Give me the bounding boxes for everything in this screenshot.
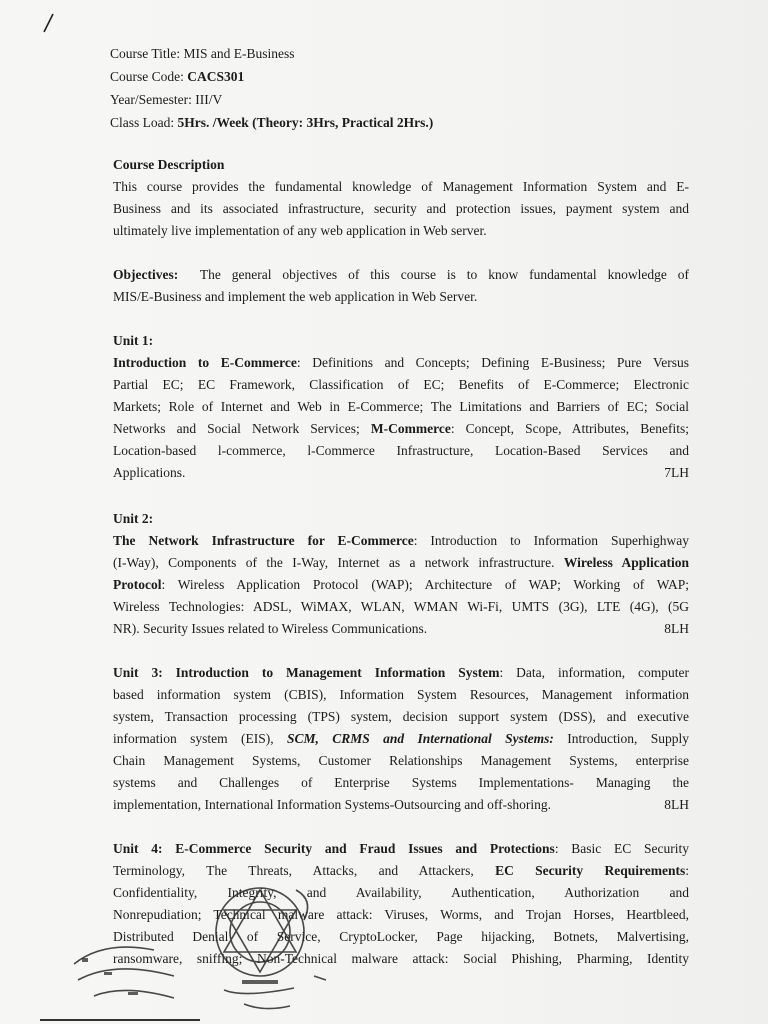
course-title-line: Course Title: MIS and E-Business	[110, 46, 295, 61]
unit-4-line: Distributed Denial of Service, CryptoLocker, Page hijacking, Botnets, Malvertising,	[113, 929, 689, 944]
unit-4-line: ransomware, sniffing; Non-Technical malware attack: Social Phishing, Pharming, Identity	[113, 951, 689, 966]
bottom-rule	[40, 1019, 200, 1021]
unit-2-line: NR). Security Issues related to Wireless Communications. 8LH	[113, 618, 689, 640]
unit-4-line: Unit 4: E-Commerce Security and Fraud Issues and Protections: Basic EC Security	[113, 841, 689, 856]
description-line: Business and its associated infrastructure, security and protection issues, payment system and	[113, 201, 689, 216]
unit-2	[113, 508, 689, 640]
unit-3-line: Chain Management Systems, Customer Relationships Management Systems, enterprise	[113, 753, 689, 768]
unit-1-label: Unit 1:	[113, 333, 154, 348]
unit-2-hours: 8LH	[664, 621, 689, 636]
unit-4-title: Unit 4: E-Commerce Security and Fraud Issues and Protections	[113, 841, 555, 856]
unit-3-line: information system (EIS), SCM, CRMS and International Systems: Introduction, Supply	[113, 731, 689, 746]
unit-1-title: Introduction to E-Commerce	[113, 355, 297, 370]
unit-2-line: Protocol: Wireless Application Protocol (WAP); Architecture of WAP; Working of WAP;	[113, 577, 689, 592]
description-line: ultimately live implementation of any web application in Web server.	[113, 223, 487, 238]
objectives-line: Objectives: The general objectives of this course is to know fundamental knowledge of	[113, 267, 689, 282]
unit-4-line: Confidentiality, Integrity, and Availability, Authentication, Authorization and	[113, 885, 689, 900]
unit-3-line: systems and Challenges of Enterprise Systems Implementations- Managing the	[113, 775, 689, 790]
unit-1-line: Applications. 7LH	[113, 462, 689, 484]
objectives	[113, 264, 689, 308]
official-stamp-icon	[64, 880, 364, 1024]
unit-2-label: Unit 2:	[113, 511, 154, 526]
objectives-heading: Objectives:	[113, 267, 179, 282]
unit-1	[113, 330, 689, 484]
unit-1-line: Location-based l-commerce, l-Commerce Infrastructure, Location-Based Services and	[113, 443, 689, 458]
unit-3-line: based information system (CBIS), Information System Resources, Management information	[113, 687, 689, 702]
unit-2-title: The Network Infrastructure for E-Commerce	[113, 533, 414, 548]
unit-3-line: implementation, International Information Systems-Outsourcing and off-shoring. 8LH	[113, 794, 689, 816]
year-semester-line: Year/Semester: III/V	[110, 92, 223, 107]
class-load-line: Class Load: 5Hrs. /Week (Theory: 3Hrs, Practical 2Hrs.)	[110, 115, 434, 130]
unit-3-hours: 8LH	[664, 797, 689, 812]
unit-2-line: The Network Infrastructure for E-Commerce: Introduction to Information Superhighway	[113, 533, 689, 548]
unit-3-title: Unit 3: Introduction to Management Information System	[113, 665, 500, 680]
description-heading: Course Description	[113, 157, 225, 172]
unit-3-line: system, Transaction processing (TPS) system, decision support system (DSS), and executive	[113, 709, 689, 724]
unit-2-line: Wireless Technologies: ADSL, WiMAX, WLAN, WMAN Wi-Fi, UMTS (3G), LTE (4G), (5G	[113, 599, 689, 614]
unit-1-line: Partial EC; EC Framework, Classification of EC; Benefits of E-Commerce; Electronic	[113, 377, 689, 392]
unit-1-hours: 7LH	[664, 465, 689, 480]
unit-2-line: (I-Way), Components of the I-Way, Internet as a network infrastructure. Wireless Application	[113, 555, 689, 570]
unit-1-line: Networks and Social Network Services; M-Commerce: Concept, Scope, Attributes, Benefits;	[113, 421, 689, 436]
unit-3	[113, 662, 689, 816]
unit-4-line: Terminology, The Threats, Attacks, and Attackers, EC Security Requirements:	[113, 863, 689, 878]
unit-1-line: Introduction to E-Commerce: Definitions and Concepts; Defining E-Business; Pure Versus	[113, 355, 689, 370]
description-line: This course provides the fundamental knowledge of Management Information System and E-	[113, 179, 689, 194]
objectives-line: MIS/E-Business and implement the web application in Web Server.	[113, 289, 478, 304]
course-code-line: Course Code: CACS301	[110, 69, 245, 84]
unit-3-line: Unit 3: Introduction to Management Information System: Data, information, computer	[113, 665, 689, 680]
course-description	[113, 154, 689, 242]
course-header	[110, 42, 710, 134]
pen-mark-icon	[42, 12, 56, 34]
unit-1-line: Markets; Role of Internet and Web in E-Commerce; The Limitations and Barriers of EC; Social	[113, 399, 689, 414]
unit-4-line: Nonrepudiation; Technical malware attack: Viruses, Worms, and Trojan Horses, Heartbleed,	[113, 907, 689, 922]
